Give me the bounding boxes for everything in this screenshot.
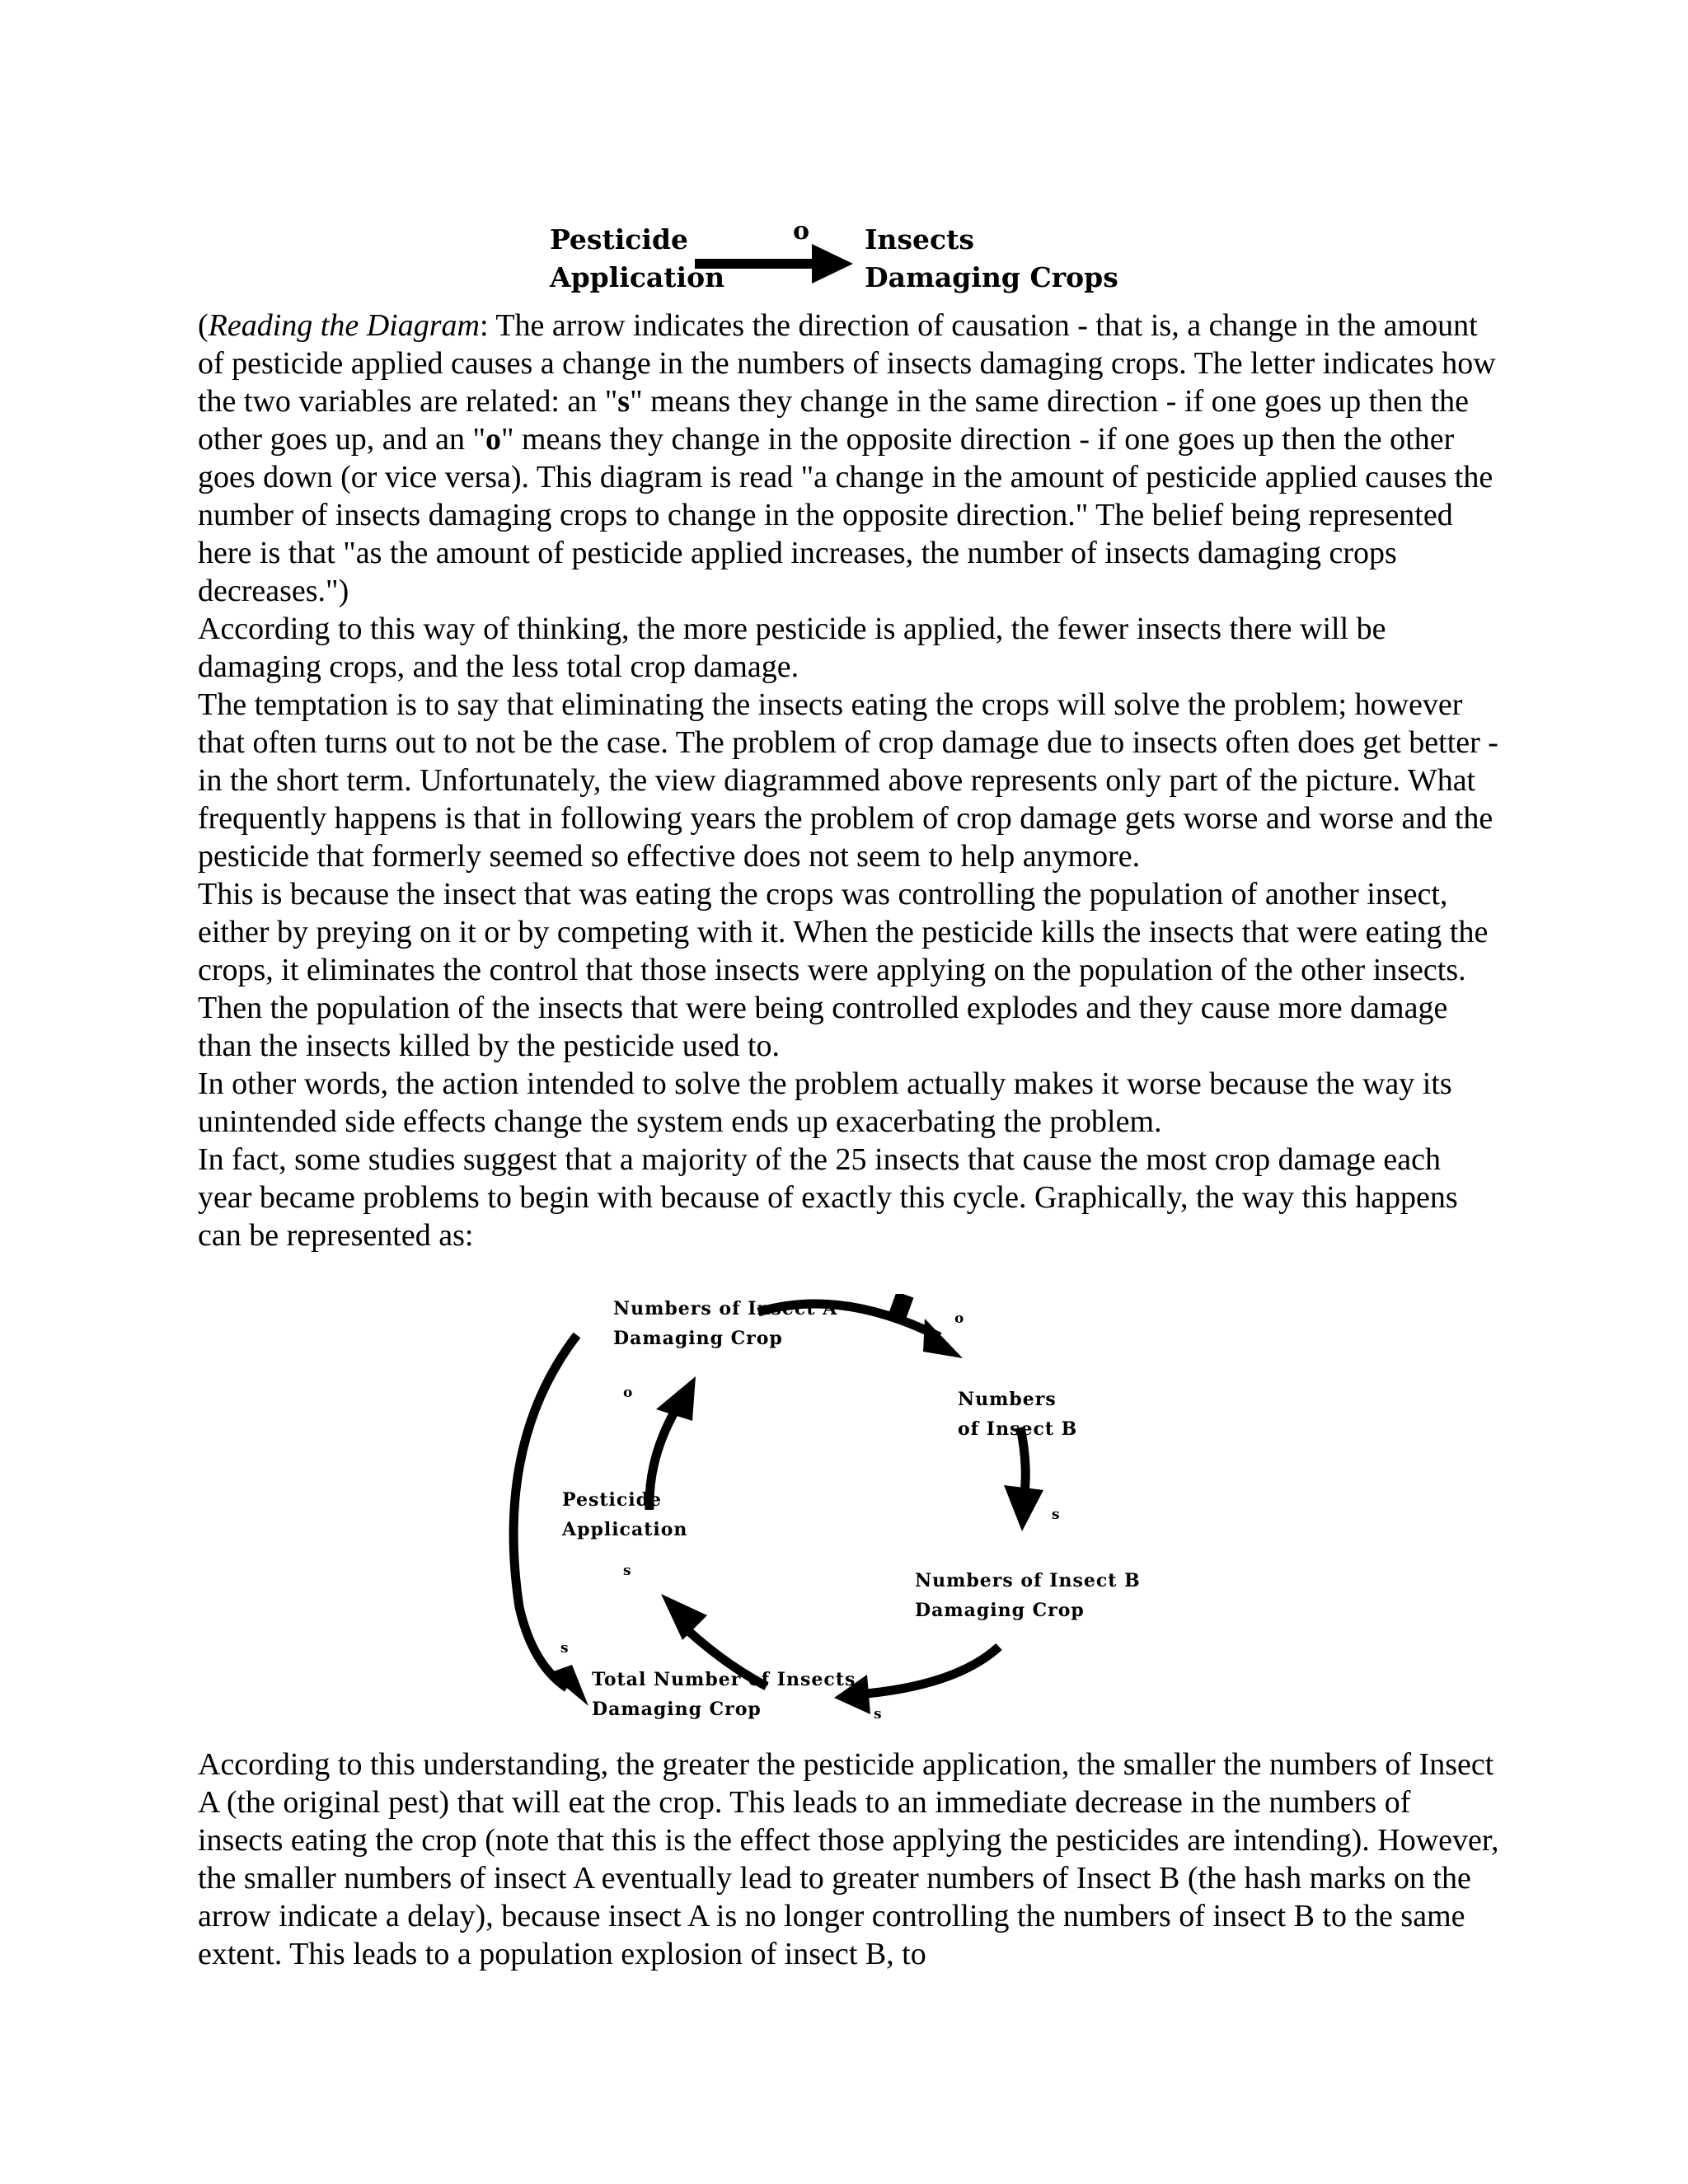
node-pesticide — [562, 1485, 687, 1544]
diagram-effect-label — [865, 221, 1118, 297]
body-text — [198, 307, 1500, 1254]
polarity-pest-to-a: o — [623, 1385, 633, 1401]
node-insect-b-line-1: Numbers — [958, 1389, 1057, 1410]
node-total-insects-line-2: Damaging Crop — [592, 1699, 762, 1720]
cause-line-1: Pesticide — [550, 223, 688, 255]
paragraph: According to this way of thinking, the more pesticide is applied, the fewer insects there will be damaging crops, and the less total crop damage. — [198, 612, 1386, 684]
arrow-pest-to-a-head — [656, 1376, 696, 1421]
polarity-total-to-pest: s — [623, 1563, 631, 1579]
node-insect-a — [613, 1294, 837, 1353]
node-insect-b-damaging-line-1: Numbers of Insect B — [915, 1570, 1141, 1591]
node-total-insects-line-1: Total Number of Insects — [592, 1669, 856, 1690]
arrow-polarity: o — [793, 217, 810, 246]
node-insect-a-line-1: Numbers of Insect A — [613, 1298, 838, 1319]
paragraph: The temptation is to say that eliminating the insects eating the crops will solve the problem; however that often turns out to not be the case. The problem of crop damage due to insects often does get better - in the short term. Unfortunately, the view diagrammed above represents only part of the picture. What frequently happens is that in following years the problem of crop damage gets worse and worse and the pesticide that formerly seemed so effective does not seem to help anymore. — [198, 687, 1498, 874]
node-insect-b-damaging — [915, 1566, 1141, 1625]
body-text-continued — [198, 1746, 1500, 1973]
effect-line-2: Damaging Crops — [865, 261, 1118, 293]
arrow-a-to-total-head — [549, 1665, 588, 1706]
arrow-bd-to-total — [857, 1647, 999, 1694]
insect-cycle-diagram — [495, 1294, 1187, 1731]
polarity-a-to-b: o — [954, 1310, 964, 1327]
node-pesticide-line-2: Application — [562, 1519, 688, 1540]
polarity-b-to-bd: s — [1052, 1507, 1060, 1523]
paragraph: In other words, the action intended to solve the problem actually makes it worse because the way its unintended side effects change the system ends up exacerbating the problem. — [198, 1066, 1452, 1139]
node-insect-b — [958, 1385, 1077, 1444]
cause-line-2: Application — [550, 261, 725, 293]
node-insect-a-line-2: Damaging Crop — [613, 1328, 783, 1349]
reading-diagram-paragraph — [198, 307, 1500, 610]
reading-part-3: " means they change in the opposite direction - if one goes up then the other goes down (or vice versa). This diagram is read "a change in the amount of pesticide applied causes the number of insects damaging crops to change in the opposite direction." The belief being represented here is that "as the amount of pesticide applied increases, the number of insects damaging crops decreases.") — [198, 422, 1493, 608]
o-letter: o — [485, 422, 501, 457]
causal-arrow — [688, 229, 870, 287]
arrow-head — [812, 244, 853, 284]
paragraph: This is because the insect that was eating the crops was controlling the population of another insect, either by preying on it or by competing with it. When the pesticide kills the insects that were eating the crops, it eliminates the control that those insects were applying on the population of the other insects. Then the population of the insects that were being controlled explodes and they cause more damage than the insects killed by the pesticide used to. — [198, 877, 1489, 1063]
reading-part-2: " means they change in the same direction - if one goes up then the other goes up, and an " — [198, 384, 1470, 457]
paragraph: In fact, some studies suggest that a majority of the 25 insects that cause the most crop damage each year became problems to begin with because of exactly this cycle. Graphically, the way this happens can be represented as: — [198, 1142, 1458, 1253]
polarity-bd-to-total: s — [874, 1706, 882, 1722]
node-insect-b-damaging-line-2: Damaging Crop — [915, 1600, 1085, 1621]
italic-lead: Reading the Diagram — [208, 308, 480, 343]
polarity-a-to-total: s — [560, 1640, 569, 1657]
effect-line-1: Insects — [865, 223, 974, 255]
open-paren: ( — [198, 308, 209, 343]
reading-part-1: : The arrow indicates the direction of causation - that is, a change in the amount of pesticide applied causes a change in the numbers of insects damaging crops. The letter indicates how the two variables are related: an " — [198, 308, 1496, 419]
paragraph: According to this understanding, the greater the pesticide application, the smaller the numbers of Insect A (the original pest) that will eat the crop. This leads to an immediate decrease in the numbers of insects eating the crop (note that this is the effect those applying the pesticides are intending). However, the smaller numbers of insect A eventually lead to greater numbers of Insect B (the hash marks on the arrow indicate a delay), because insect A is no longer controlling the numbers of insect B to the same extent. This leads to a population explosion of insect B, to — [198, 1747, 1499, 1971]
arrow-total-to-pest-head — [661, 1594, 707, 1640]
node-total-insects — [592, 1665, 856, 1724]
node-insect-b-line-2: of Insect B — [958, 1418, 1078, 1440]
node-pesticide-line-1: Pesticide — [562, 1489, 662, 1511]
s-letter: s — [617, 384, 631, 419]
pesticide-insects-diagram — [540, 213, 1133, 312]
arrow-b-to-bd-head — [1004, 1485, 1043, 1531]
